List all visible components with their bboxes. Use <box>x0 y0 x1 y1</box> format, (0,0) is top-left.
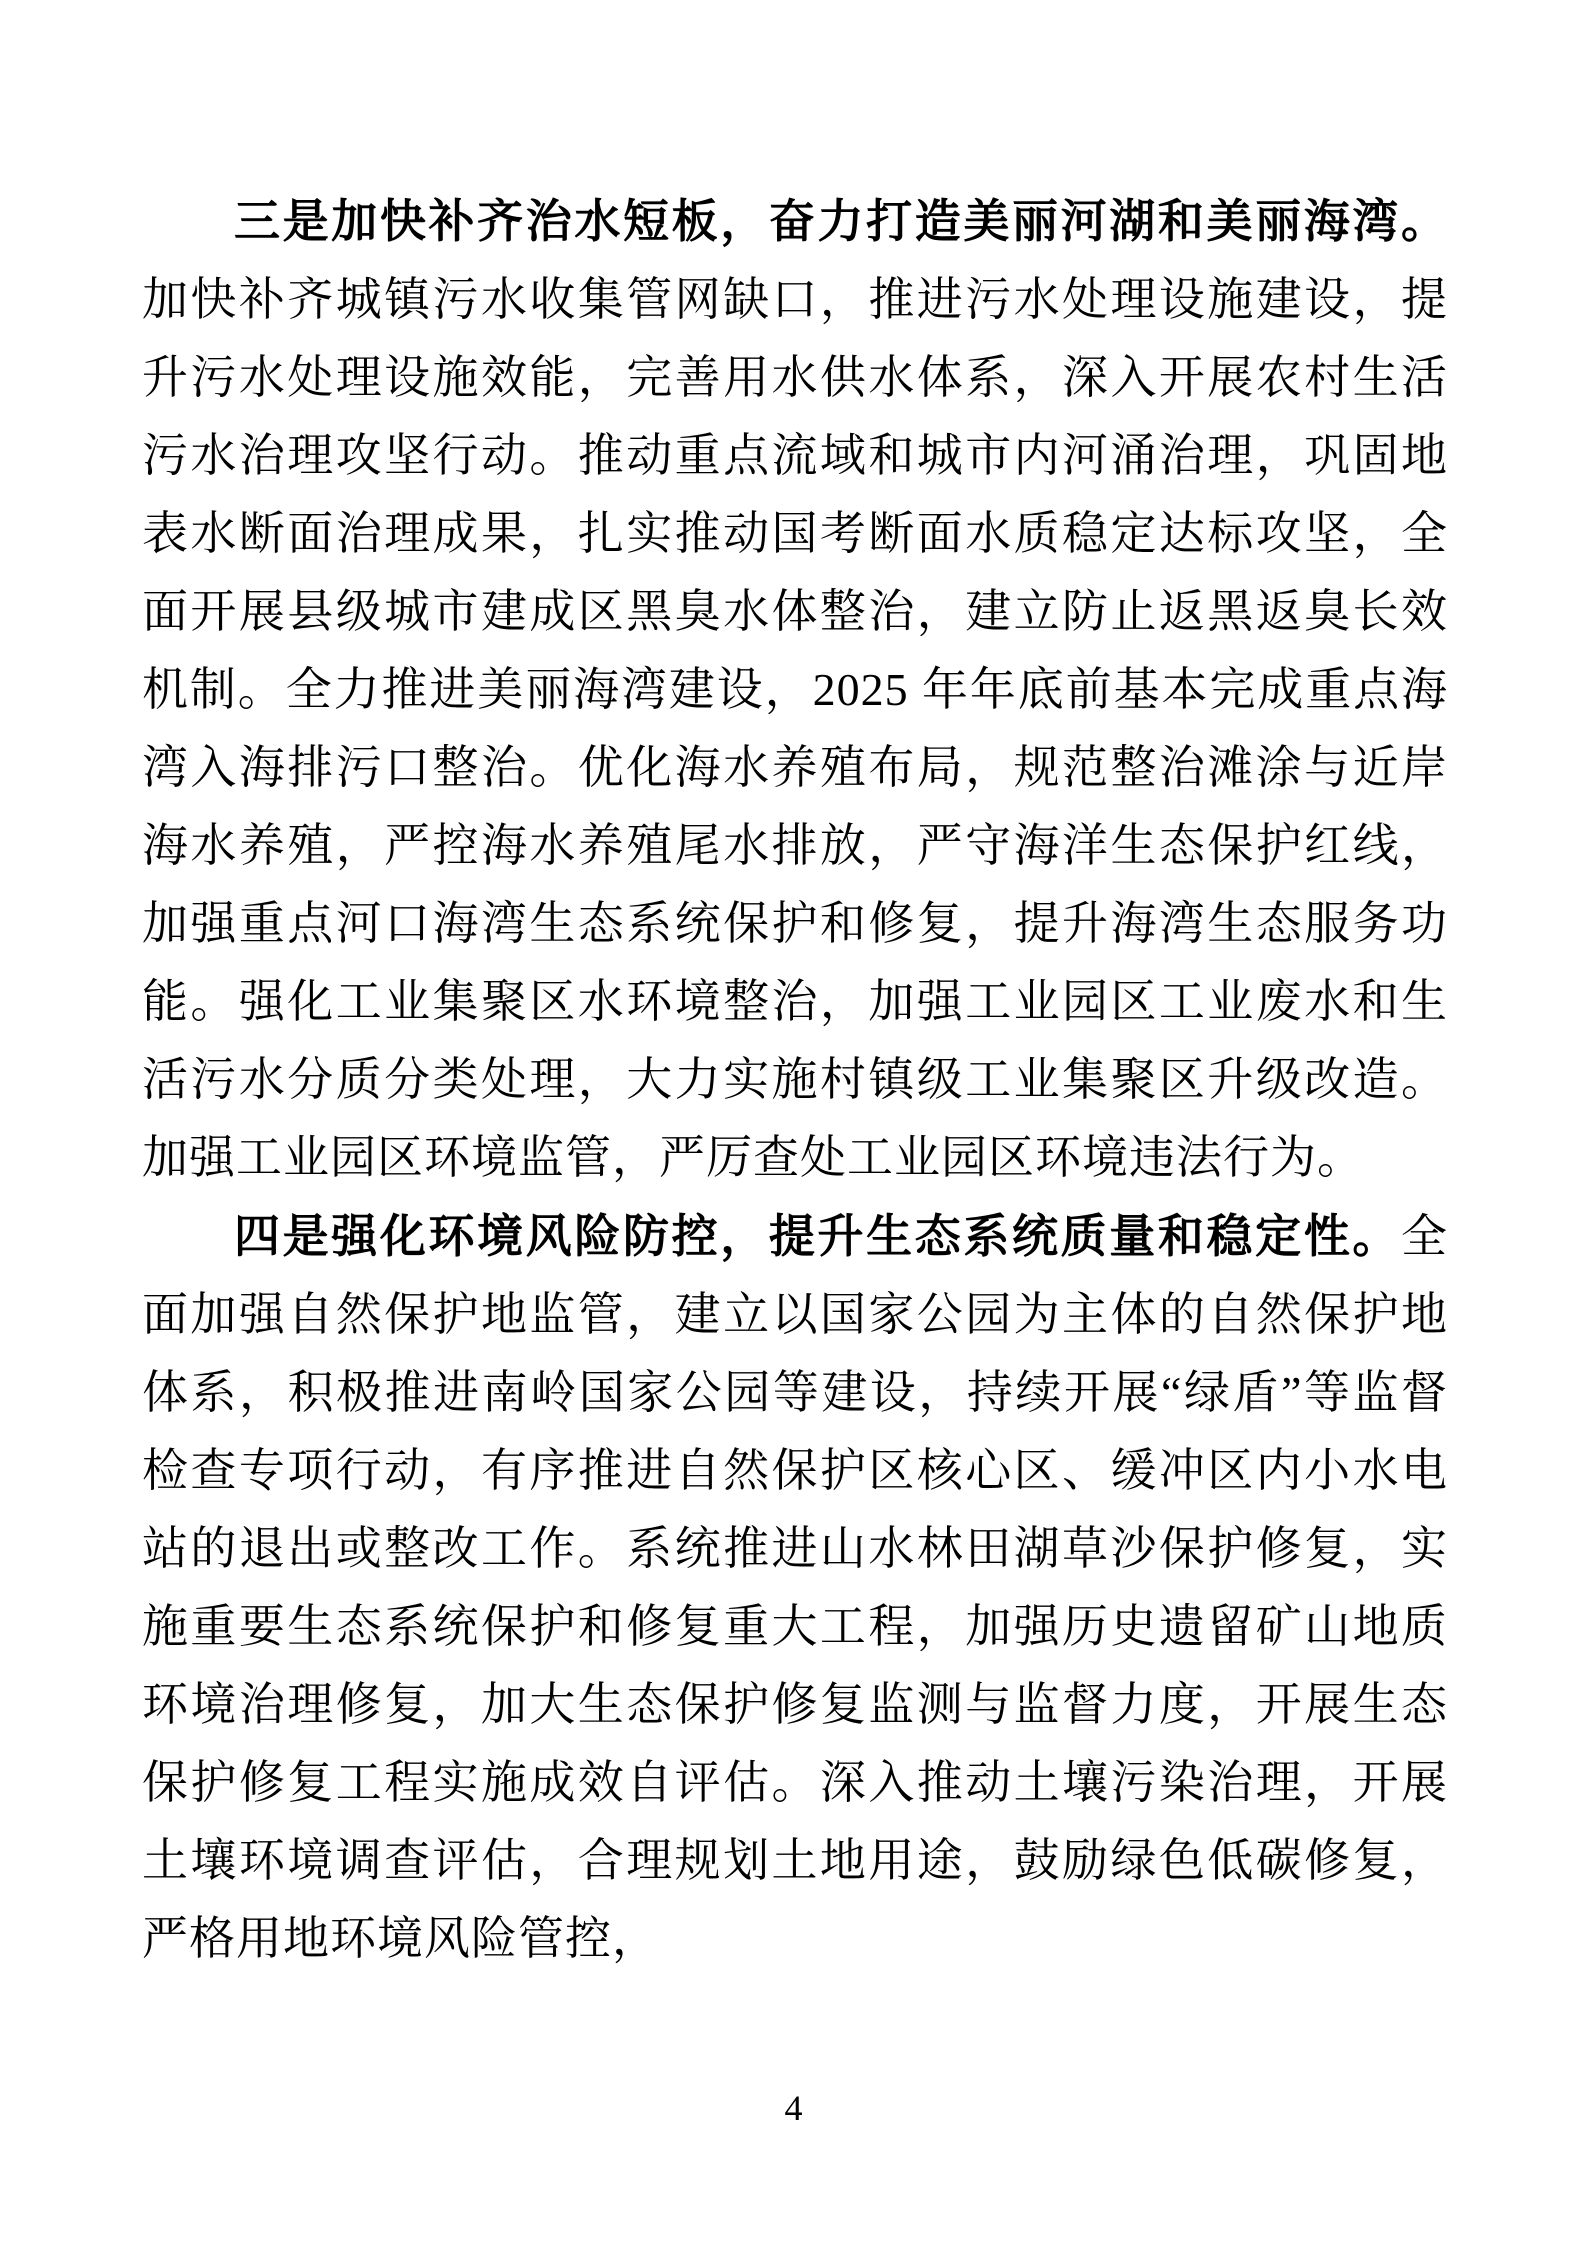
text-block <box>142 182 1448 1978</box>
paragraph-three <box>142 182 1448 1197</box>
paragraph-three-body: 加快补齐城镇污水收集管网缺口，推进污水处理设施建设，提升污水处理设施效能，完善用水供水体系，深入开展农村生活污水治理攻坚行动。推动重点流域和城市内河涌治理，巩固地表水断面治理成果，扎实推动国考断面水质稳定达标攻坚，全面开展县级城市建成区黑臭水体整治，建立防止返黑返臭长效机制。全力推进美丽海湾建设，2025 年年底前基本完成重点海湾入海排污口整治。优化海水养殖布局，规范整治滩涂与近岸海水养殖，严控海水养殖尾水排放，严守海洋生态保护红线，加强重点河口海湾生态系统保护和修复，提升海湾生态服务功能。强化工业集聚区水环境整治，加强工业园区工业废水和生活污水分质分类处理，大力实施村镇级工业集聚区升级改造。加强工业园区环境监管，严厉查处工业园区环境违法行为。 <box>142 274 1448 1183</box>
paragraph-three-heading: 三是加快补齐治水短板，奋力打造美丽河湖和美丽海湾。 <box>234 195 1448 247</box>
paragraph-four-body: 全面加强自然保护地监管，建立以国家公园为主体的自然保护地体系，积极推进南岭国家公园等建设，持续开展“绿盾”等监督检查专项行动，有序推进自然保护区核心区、缓冲区内小水电站的退出或整改工作。系统推进山水林田湖草沙保护修复，实施重要生态系统保护和修复重大工程，加强历史遗留矿山地质环境治理修复，加大生态保护修复监测与监督力度，开展生态保护修复工程实施成效自评估。深入推动土壤污染治理，开展土壤环境调查评估，合理规划土地用途，鼓励绿色低碳修复，严格用地环境风险管控， <box>142 1211 1448 1964</box>
paragraph-four-heading: 四是强化环境风险防控，提升生态系统质量和稳定性。 <box>234 1210 1401 1262</box>
page-number: 4 <box>784 2088 803 2128</box>
paragraph-four <box>142 1197 1448 1978</box>
